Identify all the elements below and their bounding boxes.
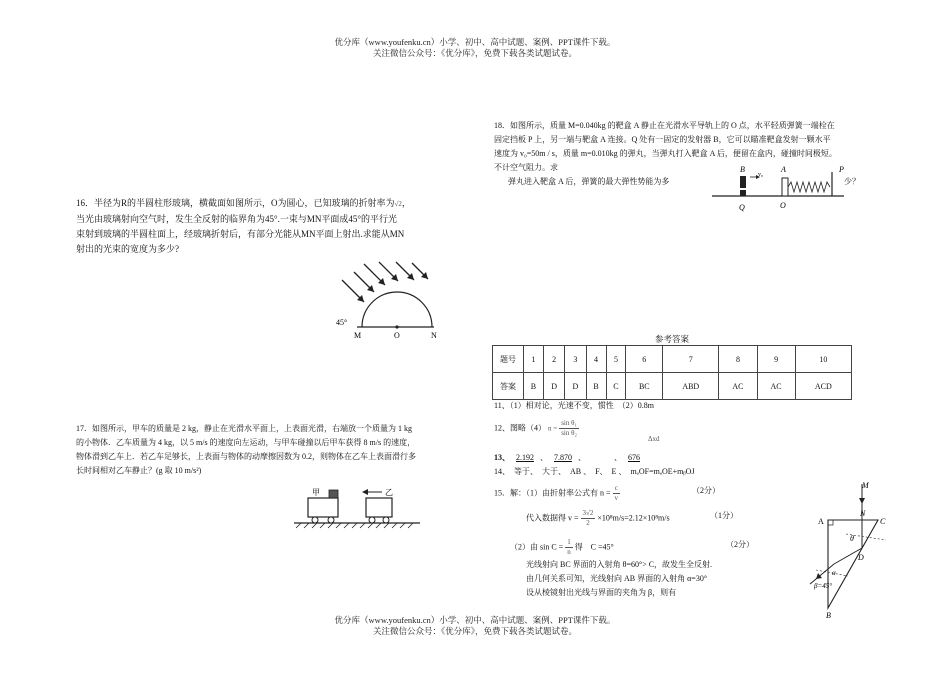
wheel [312,517,318,523]
q16-label-o: O [394,331,400,340]
label-theta: θ [850,534,854,543]
table-cell: B [586,373,606,400]
table-row [493,373,852,400]
table-cell: 8 [719,346,757,373]
cart-yi [366,498,392,517]
cart-jia [308,498,338,517]
q17-line-4: 长时间相对乙车静止？(g 取 10 m/s²) [76,466,202,475]
small-block [329,490,338,498]
header-line-1: 优分库（www.youfenku.cn）小学、初中、高中试题、案例、PPT课件下载。 [334,37,616,47]
q17-line-2: 的小物体．乙车质量为 4 kg，以 5 m/s 的速度向左运动，与甲车碰撞以后甲车获得 8 m/s 的速度， [76,438,416,447]
label-p: P [839,165,844,174]
page-footer [0,615,950,637]
table-cell: 6 [626,346,663,373]
parallel-rays [342,262,428,302]
row-label-a: 答案 [493,373,524,400]
spring [788,182,830,192]
label-n: N [860,509,866,518]
a12-fraction: $\frac{\text{sin θ₁}}{\text{sin θ₂}}$ [561,419,577,437]
target-box-a [782,178,788,196]
ground-hatching [296,523,413,528]
q16-line-2: 当光由玻璃射向空气时，发生全反射的临界角为45°.一束与MN平面成45°的平行光 [76,214,397,224]
launcher-b [740,176,746,188]
table-cell: ACD [795,373,851,400]
table-cell: D [543,373,564,400]
q16-label-m: M [354,331,362,340]
answer-table [492,345,852,400]
label-v0: v₀ [758,172,764,178]
answer-15-line-5: 由几何关系可知，光线射向 AB 界面的入射角 α=30° [526,574,708,583]
table-cell: AC [757,373,795,400]
row-label-q: 题号 [493,346,524,373]
table-cell: 5 [606,346,626,373]
wheel [383,517,389,523]
table-cell: ABD [663,373,719,400]
answer-15-line-4: 光线射向 BC 界面的入射角 θ=60°> C，故发生全反射. [526,560,713,569]
table-row [493,346,852,373]
q16-figure [330,258,450,342]
q17-line-3: 物体滑到乙车上．若乙车足够长，上表面与物体的动摩擦因数为 0.2，则物体在乙车上表面滑行多 [76,452,416,461]
answer-11: 11、（1）相对论，光速不变，惯性 （2）0.8m [494,401,654,410]
q17-figure [292,484,422,532]
label-m: M [862,481,869,490]
center-o [395,325,398,328]
answer-15-line-6: 设从棱镜射出光线与界面的夹角为 β，则有 [526,588,677,597]
answer-15-line-1: 15．解：（1）由折射率公式有 n = $\frac{c}{v}$ （2分） [494,484,720,502]
label-o: O [780,201,786,210]
q16-line-4: 射出的光束的宽度为多少? [76,244,179,254]
answer-15-line-3: （2）由 sin C = $\frac{1}{n}$ 得 C =45° （2分） [510,538,754,556]
table-cell: BC [626,373,663,400]
label-d: D [858,553,864,562]
arrowhead-down-icon [859,498,865,504]
answer-13: 13、 2.192 、 7.870 、 、 676 [494,453,640,462]
table-cell: 7 [663,346,719,373]
question-17 [76,422,476,478]
label-yi: 乙 [385,488,393,497]
right-angle-mark [828,520,833,525]
wheel [369,517,375,523]
arrowhead-icon [816,573,822,579]
wheel [328,517,334,523]
q16-line-1: 16．半径为R的半圆柱形玻璃，横截面如图所示，O为圆心，已知玻璃的折射率为√2， [76,198,411,208]
answer-15-line-2: 代入数据得 v = $\frac{3√2}{2}$ ×10⁸m/s=2.12×10⁸m/s （1分） [526,509,738,527]
q16-angle-label: 45° [336,318,348,327]
q16-label-n: N [431,331,437,340]
answer-14: 14、 等于、 大于、 AB 、 F、 E 、 mₐOF=mₐOE+mᵦOJ [494,467,695,476]
table-cell: 9 [757,346,795,373]
footer-line-2: 关注微信公众号：《优分库》，免费下载各类试题试卷。 [372,626,577,636]
exit-ray [810,564,834,584]
table-cell: 2 [543,346,564,373]
label-a: A [781,165,786,174]
label-beta: β=45° [814,582,833,590]
footer-line-1: 优分库（www.youfenku.cn）小学、初中、高中试题、案例、PPT课件下载。 [334,615,616,625]
launcher-base [740,190,746,196]
table-cell: 4 [586,346,606,373]
q18-line-2: 固定挡板 P 上，另一端与靶盒 A 连接。Q 处有一固定的发射器 B，它可以瞄准靶盒发射一颗水平 [494,135,831,144]
label-a: A [818,517,824,526]
q16-sqrt: √2 [394,200,402,208]
table-cell: 3 [565,346,586,373]
page-header [0,37,950,59]
q18-line-1: 18．如图所示，质量 M=0.040kg 的靶盒 A 静止在光滑水平导轨上的 O 点，水平轻质弹簧一端栓在 [494,121,835,130]
label-c: C [880,517,886,526]
label-b: B [740,165,745,174]
semicircle-glass [362,292,432,327]
ray-arrowheads [357,272,428,302]
a12-extra: Δxd [648,435,660,443]
label-jia: 甲 [312,488,320,497]
table-cell: 1 [524,346,544,373]
table-cell: D [565,373,586,400]
table-cell: 10 [795,346,851,373]
label-b: B [826,611,831,620]
q17-line-1: 17．如图所示，甲车的质量是 2 kg，静止在光滑水平面上，上表面光滑，右端放一个质量为 1 kg [76,424,412,433]
q18-line-4: 不计空气阻力。求 [494,163,558,172]
label-alpha: α [832,569,836,577]
q18-figure [706,162,854,214]
q16-line-3: 束射到玻璃的半圆柱面上，经玻璃折射后，有部分光能从MN平面上射出.求能从MN [76,229,405,239]
header-line-2: 关注微信公众号：《优分库》，免费下载各类试题试卷。 [372,48,577,58]
arrowhead-left-icon [362,489,368,495]
answer-key-title: 参考答案 [654,334,689,344]
prism-figure [806,478,898,624]
label-q: Q [739,203,745,212]
answer-12: 12、图略（4） n = $\frac{\text{sin θ₁}}{\text{sin θ₂}}$ [494,419,577,437]
question-16 [76,196,476,257]
q18-line-5: 弹丸进入靶盒 A 后，弹簧的最大弹性势能为多 少？ [508,177,860,186]
table-cell: B [524,373,544,400]
table-cell: C [606,373,626,400]
table-cell: AC [719,373,757,400]
q18-line-3: 速度为 v₀=50m / s，质量 m=0.010kg 的弹丸，当弹丸打入靶盒 A 后，便留在盒内，碰撞时间极短。 [494,149,837,158]
